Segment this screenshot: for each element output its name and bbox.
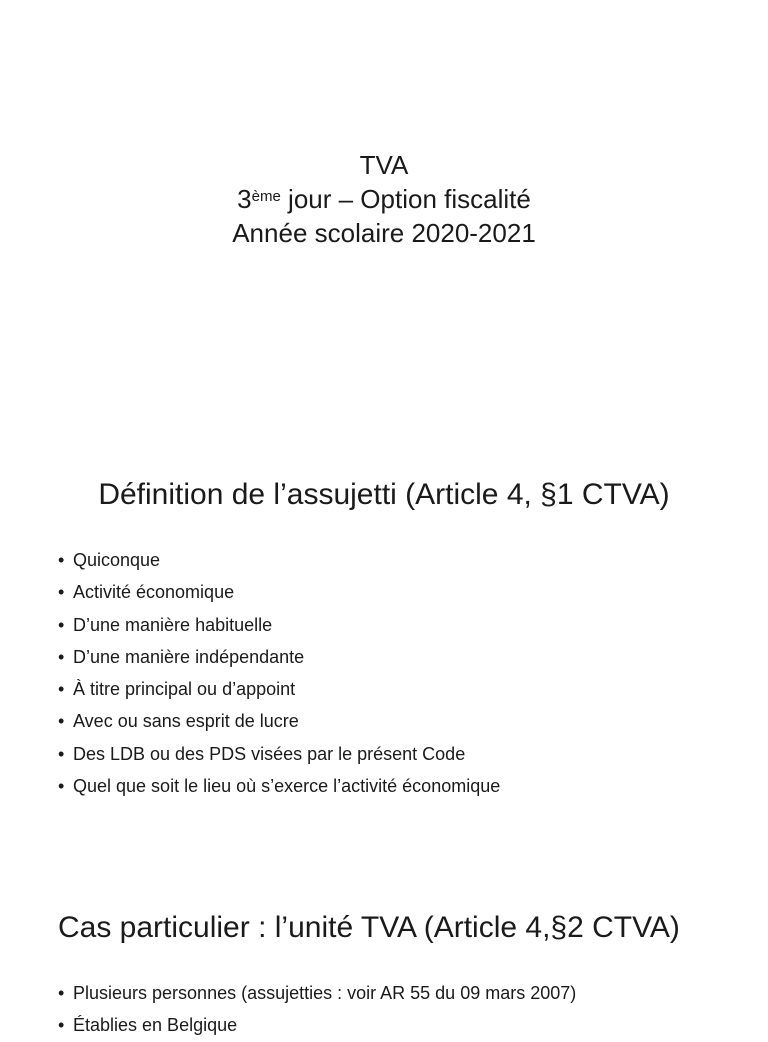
tva-unit-bullet-list	[0, 977, 768, 1042]
tva-unit-slide	[0, 909, 768, 1042]
bullet-icon: •	[58, 550, 65, 570]
list-item-text: Des LDB ou des PDS visées par le présent Code	[73, 743, 466, 764]
bullet-icon: •	[58, 983, 65, 1003]
slide-subtitle-day	[0, 182, 768, 216]
bullet-icon: •	[58, 582, 65, 603]
bullet-icon: •	[58, 679, 65, 700]
list-item	[58, 673, 768, 705]
list-item-text: D’une manière indépendante	[73, 646, 305, 667]
list-item-text: Quel que soit le lieu où s’exerce l’activité économique	[73, 776, 501, 797]
day-ordinal-suffix: ème	[251, 188, 281, 205]
tva-unit-heading: Cas particulier : l’unité TVA (Article 4,§2 CTVA)	[58, 911, 680, 944]
definition-bullet-list	[0, 544, 768, 802]
list-item-text: À titre principal ou d’appoint	[73, 679, 296, 700]
list-item	[58, 770, 768, 802]
day-number: 3	[237, 184, 252, 214]
list-item-text: Plusieurs personnes (assujetties : voir AR 55 du 09 mars 2007)	[73, 983, 577, 1003]
list-item	[58, 576, 768, 608]
list-item	[58, 641, 768, 673]
bullet-icon: •	[58, 646, 65, 667]
list-item	[58, 705, 768, 737]
day-option-text: jour – Option fiscalité	[280, 184, 531, 214]
bullet-icon: •	[58, 1015, 65, 1036]
list-item	[58, 609, 768, 641]
list-item-text: Avec ou sans esprit de lucre	[73, 711, 299, 732]
bullet-icon: •	[58, 743, 65, 764]
list-item	[58, 738, 768, 770]
bullet-icon: •	[58, 614, 65, 635]
list-item-text: D’une manière habituelle	[73, 614, 273, 635]
list-item	[58, 977, 768, 1009]
list-item-text: Activité économique	[73, 582, 235, 603]
list-item-text: Quiconque	[73, 550, 161, 570]
definition-slide	[0, 476, 768, 802]
bullet-icon: •	[58, 776, 65, 797]
list-item	[58, 544, 768, 576]
title-slide	[0, 148, 768, 250]
bullet-icon: •	[58, 711, 65, 732]
slide-subtitle-year: Année scolaire 2020-2021	[232, 218, 536, 248]
list-item	[58, 1009, 768, 1041]
slide-title: TVA	[359, 150, 409, 180]
definition-heading: Définition de l’assujetti (Article 4, §1 CTVA)	[98, 478, 670, 511]
list-item-text: Établies en Belgique	[73, 1015, 238, 1036]
